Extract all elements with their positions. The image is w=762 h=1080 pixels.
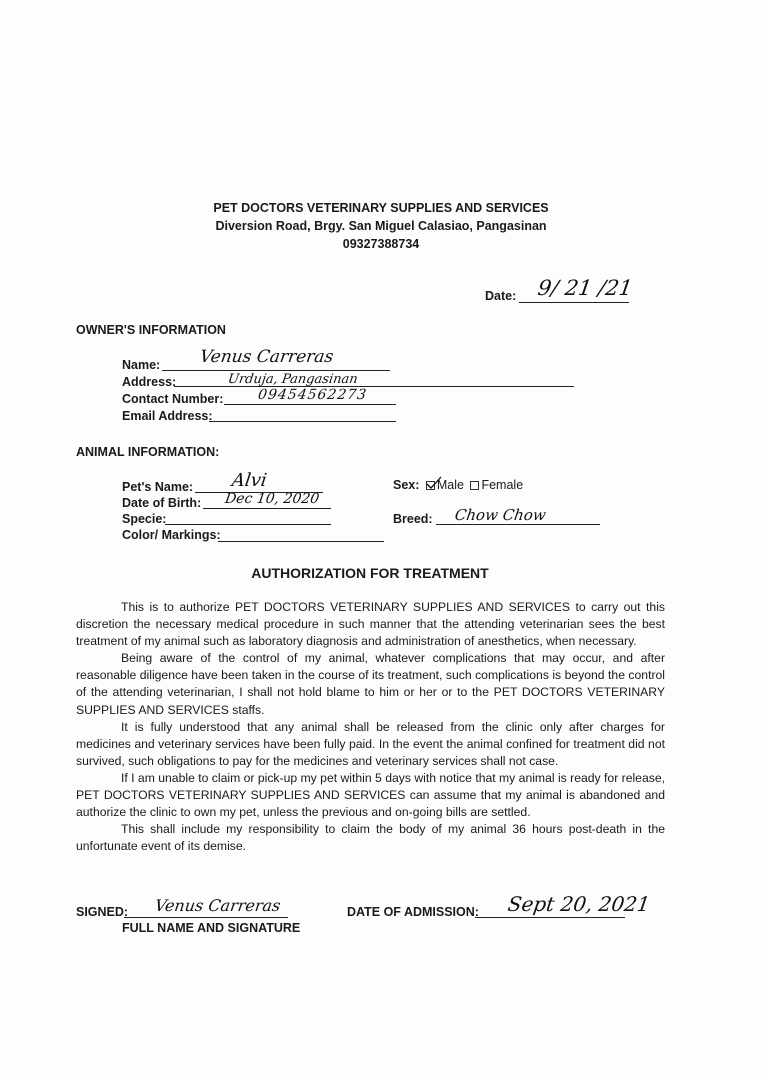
dob-value: Dec 10, 2020 [223,491,321,507]
sex-female-label: Female [481,478,524,492]
pet-name-value: Alvi [230,470,269,491]
owner-email-line [209,421,396,422]
owner-name-label: Name: [122,358,161,372]
owner-email-label: Email Address: [122,409,213,423]
date-label: Date: [485,289,517,303]
date-line [519,302,629,303]
authorization-body [76,599,665,855]
color-line [218,541,384,542]
admission-line [475,917,625,918]
owner-name-line [162,370,390,371]
owner-name-value: Venus Carreras [198,347,335,367]
clinic-name: PET DOCTORS VETERINARY SUPPLIES AND SERVICES [213,201,549,215]
clinic-phone: 09327388734 [342,237,420,251]
authorization-paragraph: This shall include my responsibility to claim the body of my animal 36 hours post-death in the unfortunate event of its demise. [76,822,665,854]
breed-value: Chow Chow [453,506,548,524]
sex-male-label: Male [436,478,464,492]
specie-label: Specie: [122,512,167,526]
owner-section-title: OWNER'S INFORMATION [76,323,226,337]
signature-value: Venus Carreras [153,896,282,915]
date-value: 9/ 21 /21 [536,276,634,300]
breed-line [436,524,600,525]
full-name-label: FULL NAME AND SIGNATURE [122,921,301,935]
authorization-paragraph: Being aware of the control of my animal, whatever complications that may occur, and after reasonable diligence have been taken in the course of its treatment, such complications is beyond the control of the attending veterinarian, I shall not hold blame to him or her or to the PET DOCTORS VETERINARY SUPPLIES AND SERVICES staffs. [76,651,665,717]
clinic-address: Diversion Road, Brgy. San Miguel Calasiao, Pangasinan [215,219,547,233]
authorization-paragraph: If I am unable to claim or pick-up my pet within 5 days with notice that my animal is ready for release, PET DOCTORS VETERINARY SUPPLIES AND SERVICES can assume that my animal is abandoned and authorize the clinic to own my pet, unless the previous and on-going bills are settled. [76,770,665,820]
signature-line [124,917,288,918]
owner-address-label: Address: [122,375,177,389]
dob-label: Date of Birth: [122,496,202,510]
animal-section-title: ANIMAL INFORMATION: [76,445,220,459]
owner-contact-line [224,404,396,405]
owner-address-value: Urduja, Pangasinan [226,372,359,387]
sex-female-checkbox[interactable] [470,481,479,490]
authorization-paragraph: It is fully understood that any animal shall be released from the clinic only after charges for medicines and veterinary services have been fully paid. In the event the animal confined for treatment did not survived, such obligations to pay for the medicines and veterinary services shall not case. [76,719,665,768]
sex-label: Sex: [393,478,420,492]
specie-line [165,524,331,525]
authorization-paragraph: This is to authorize PET DOCTORS VETERINARY SUPPLIES AND SERVICES to carry out this discretion the necessary medical procedure in such manner that the attending veterinarian sees the best treatment of my animal such as laboratory diagnosis and administration of anesthetics, when necessary. [76,600,665,649]
authorization-title: AUTHORIZATION FOR TREATMENT [251,565,489,581]
sex-field [393,478,523,492]
dob-line [203,508,331,509]
breed-label: Breed: [393,512,433,526]
sex-male-checkbox[interactable] [426,481,435,490]
check-mark-icon [426,476,442,490]
owner-contact-label: Contact Number: [122,392,224,406]
admission-value: Sept 20, 2021 [506,892,652,916]
owner-contact-value: 09454562273 [256,387,369,403]
color-label: Color/ Markings: [122,528,221,542]
admission-label: DATE OF ADMISSION: [347,905,479,919]
signed-label: SIGNED: [76,905,129,919]
pet-name-label: Pet's Name: [122,480,194,494]
